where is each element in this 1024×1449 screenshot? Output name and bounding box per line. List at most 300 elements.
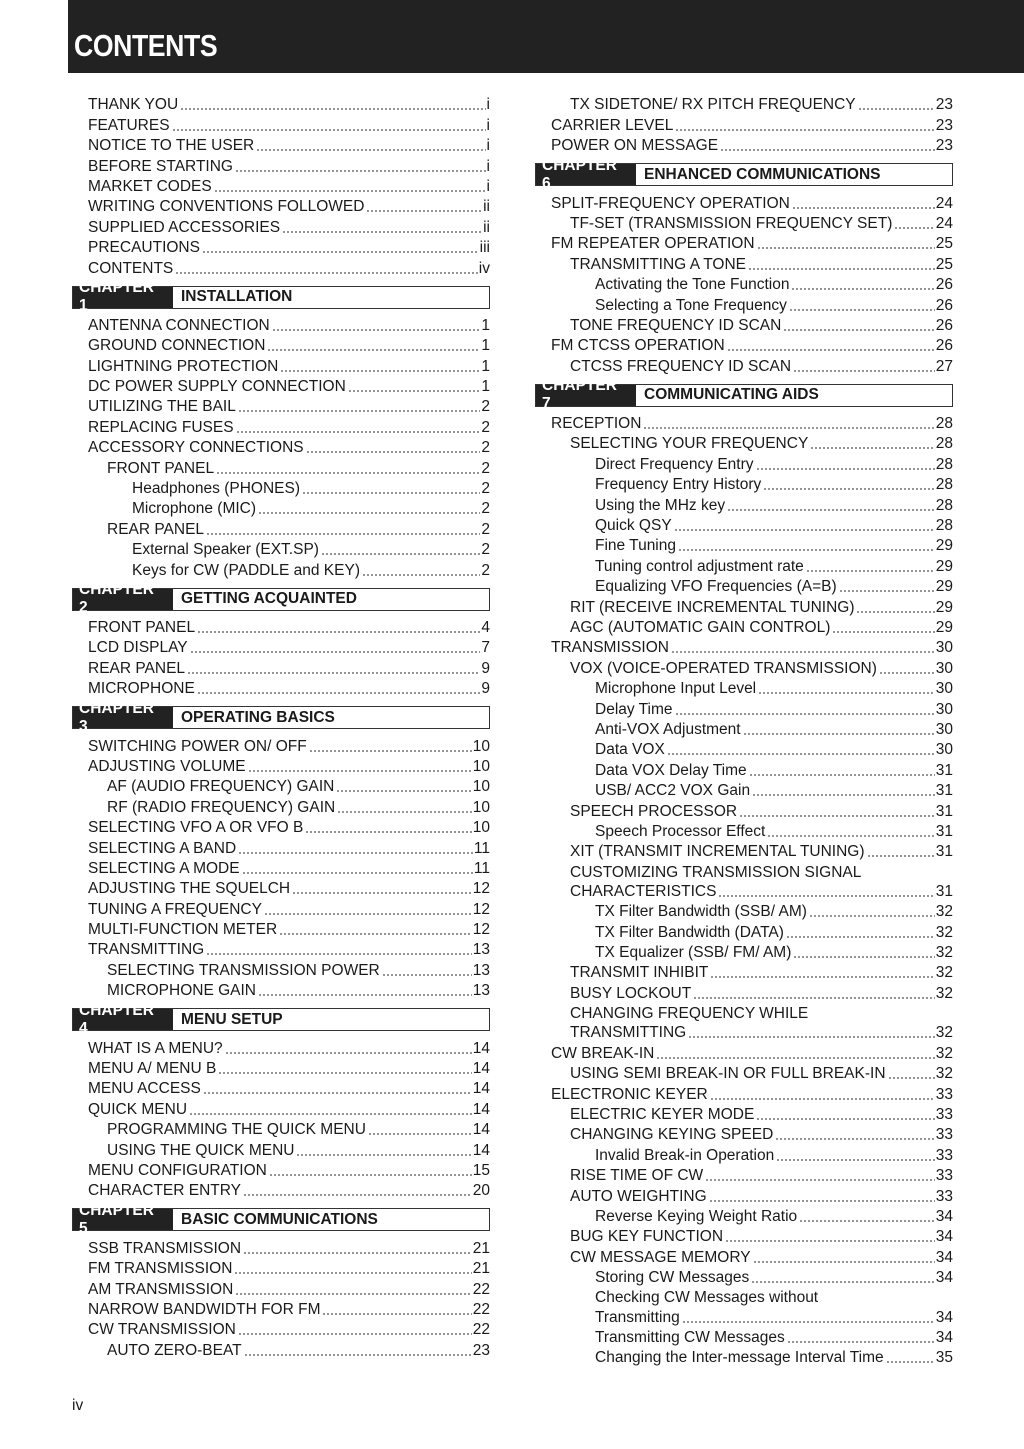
toc-entry-page: 14 <box>472 1039 490 1057</box>
toc-entry <box>535 294 953 314</box>
toc-entry-page: 4 <box>481 618 490 636</box>
dot-leader <box>180 108 485 110</box>
toc-entry-title: TRANSMITTING <box>88 941 205 959</box>
toc-entry-page: 28 <box>935 455 953 473</box>
chapter-heading <box>72 581 490 617</box>
toc-entry-page: 29 <box>935 578 953 596</box>
toc-entry <box>72 498 490 518</box>
toc-entry-title: CONTENTS <box>88 259 174 277</box>
toc-entry <box>72 335 490 355</box>
dot-leader <box>382 974 472 976</box>
chapter-number: CHAPTER 5 <box>73 1209 173 1230</box>
toc-entry <box>535 213 953 233</box>
toc-entry-title: NOTICE TO THE USER <box>88 137 255 155</box>
dot-leader <box>368 1133 472 1135</box>
dot-leader <box>867 855 935 857</box>
toc-entry-title: PRECAUTIONS <box>88 239 200 257</box>
chapter-title: MENU SETUP <box>181 1010 283 1028</box>
dot-leader <box>856 611 934 613</box>
toc-entry <box>72 756 490 776</box>
toc-entry <box>72 776 490 796</box>
toc-entry-page: 30 <box>935 659 953 677</box>
dot-leader <box>243 1252 472 1254</box>
toc-entry-page: 23 <box>935 116 953 134</box>
dot-leader <box>218 1072 471 1074</box>
toc-entry <box>535 1124 953 1144</box>
dot-leader <box>280 370 480 372</box>
toc-entry-title: Invalid Break-in Operation <box>595 1146 775 1164</box>
toc-entry-title: SELECTING TRANSMISSION POWER <box>107 961 380 979</box>
dot-leader <box>269 1174 472 1176</box>
toc-entry <box>535 433 953 453</box>
toc-entry-page: 2 <box>481 500 490 518</box>
chapter-heading <box>535 377 953 413</box>
toc-entry-title: ELECTRONIC KEYER <box>551 1085 708 1103</box>
toc-entry-page: 23 <box>472 1341 490 1359</box>
toc-entry <box>535 315 953 335</box>
toc-entry-title: Speech Processor Effect <box>595 822 766 840</box>
toc-entry-title: SPEECH PROCESSOR <box>570 802 738 820</box>
dot-leader <box>264 913 472 915</box>
toc-entry-title: AUTO ZERO-BEAT <box>107 1341 242 1359</box>
toc-entry-page: 23 <box>935 96 953 114</box>
toc-entry <box>72 1098 490 1118</box>
toc-entry <box>535 233 953 253</box>
toc-entry-page: 30 <box>935 741 953 759</box>
toc-entry <box>535 453 953 473</box>
toc-entry <box>72 1139 490 1159</box>
dot-leader <box>710 1098 935 1100</box>
toc-entry-page: 2 <box>481 541 490 559</box>
toc-entry-title: RECEPTION <box>551 415 642 433</box>
toc-entry-page: 31 <box>935 843 953 861</box>
toc-entry-title: REAR PANEL <box>88 659 186 677</box>
chapter-number: CHAPTER 2 <box>73 589 173 610</box>
toc-entry <box>535 698 953 718</box>
toc-entry-title: CW TRANSMISSION <box>88 1321 236 1339</box>
toc-entry-page: 10 <box>472 778 490 796</box>
toc-entry <box>535 841 953 861</box>
toc-entry-page: 24 <box>935 214 953 232</box>
dot-leader <box>206 953 472 955</box>
dot-leader <box>688 1036 935 1038</box>
toc-entry <box>535 1144 953 1164</box>
toc-entry <box>535 1226 953 1246</box>
toc-entry <box>72 1037 490 1057</box>
toc-entry-page: 33 <box>935 1105 953 1123</box>
dot-leader <box>216 472 480 474</box>
toc-entry <box>72 1278 490 1298</box>
toc-entry-title: Fine Tuning <box>595 537 676 555</box>
toc-entry-title: TONE FREQUENCY ID SCAN <box>570 316 782 334</box>
toc-entry <box>72 559 490 579</box>
toc-entry <box>535 800 953 820</box>
dot-leader <box>656 1057 934 1059</box>
toc-entry-page: i <box>486 96 490 114</box>
toc-entry-page: 33 <box>935 1187 953 1205</box>
dot-leader <box>767 835 934 837</box>
dot-leader <box>809 915 935 917</box>
toc-entry-title: Selecting a Tone Frequency <box>595 296 787 314</box>
toc-entry-title: FEATURES <box>88 116 170 134</box>
toc-entry <box>72 1160 490 1180</box>
toc-entry-title: FRONT PANEL <box>107 459 215 477</box>
toc-entry-page: 28 <box>935 415 953 433</box>
toc-entry <box>72 959 490 979</box>
toc-entry <box>535 759 953 779</box>
dot-leader <box>720 149 935 151</box>
toc-entry-title: LCD DISPLAY <box>88 639 188 657</box>
toc-entry <box>72 878 490 898</box>
dot-leader <box>749 774 935 776</box>
dot-leader <box>306 451 481 453</box>
chapter-number: CHAPTER 1 <box>73 287 173 308</box>
dot-leader <box>667 753 935 755</box>
dot-leader <box>671 651 935 653</box>
dot-leader <box>206 533 480 535</box>
toc-entry <box>535 780 953 800</box>
toc-entry-title: SELECTING A MODE <box>88 859 240 877</box>
dot-leader <box>776 1159 935 1161</box>
toc-entry-page: 14 <box>472 1060 490 1078</box>
toc-entry <box>72 315 490 335</box>
toc-entry-title: SPLIT-FREQUENCY OPERATION <box>551 194 790 212</box>
dot-leader <box>743 733 935 735</box>
toc-entry-title: TX Equalizer (SSB/ FM/ AM) <box>595 944 792 962</box>
chapter-heading <box>72 1001 490 1037</box>
dot-leader <box>792 207 935 209</box>
dot-leader <box>279 933 472 935</box>
dot-leader <box>793 370 935 372</box>
toc-entry-title: MICROPHONE <box>88 680 195 698</box>
dot-leader <box>175 272 478 274</box>
toc-entry-page: 34 <box>935 1269 953 1287</box>
dot-leader <box>225 1052 472 1054</box>
toc-entry-page: 7 <box>481 639 490 657</box>
toc-entry-page: i <box>486 157 490 175</box>
toc-entry-title: MENU A/ MENU B <box>88 1060 217 1078</box>
toc-entry <box>72 457 490 477</box>
dot-leader <box>675 713 935 715</box>
toc-entry-page: 33 <box>935 1085 953 1103</box>
toc-entry-title: TX Filter Bandwidth (DATA) <box>595 923 784 941</box>
dot-leader <box>235 170 486 172</box>
toc-entry <box>72 1119 490 1139</box>
dot-leader <box>309 750 472 752</box>
page-header <box>68 0 1024 73</box>
toc-entry-title: VOX (VOICE-OPERATED TRANSMISSION) <box>570 659 877 677</box>
toc-entry <box>72 837 490 857</box>
toc-entry-title: TRANSMITTING A TONE <box>570 255 746 273</box>
dot-leader <box>888 1077 935 1079</box>
toc-entry <box>72 396 490 416</box>
dot-leader <box>832 631 934 633</box>
dot-leader <box>238 410 481 412</box>
dot-leader <box>366 210 482 212</box>
toc-entry <box>535 1206 953 1226</box>
toc-entry-title: Quick QSY <box>595 517 672 535</box>
page-number: iv <box>72 1397 84 1414</box>
toc-entry-title: TX SIDETONE/ RX PITCH FREQUENCY <box>570 96 856 114</box>
dot-leader <box>337 811 472 813</box>
dot-leader <box>727 509 935 511</box>
dot-leader <box>282 231 482 233</box>
toc-entry-title: TRANSMIT INHIBIT <box>570 964 709 982</box>
toc-entry-page: 2 <box>481 439 490 457</box>
toc-entry-title: CUSTOMIZING TRANSMISSION SIGNAL <box>570 863 862 881</box>
toc-entry-title: CHANGING KEYING SPEED <box>570 1126 774 1144</box>
dot-leader <box>758 692 935 694</box>
dot-leader <box>786 936 935 938</box>
toc-entry <box>535 94 953 114</box>
toc-entry-page: 33 <box>935 1146 953 1164</box>
dot-leader <box>234 1272 471 1274</box>
toc-entry <box>535 719 953 739</box>
toc-entry-page: 24 <box>935 194 953 212</box>
chapter-heading <box>535 156 953 192</box>
toc-entry <box>535 739 953 759</box>
toc-entry-title: RF (RADIO FREQUENCY) GAIN <box>107 798 336 816</box>
toc-entry-page: 12 <box>472 900 490 918</box>
toc-entry-page: 2 <box>481 480 490 498</box>
toc-entry-title: TF-SET (TRANSMISSION FREQUENCY SET) <box>570 214 893 232</box>
toc-entry <box>72 1339 490 1359</box>
toc-entry-title: Microphone (MIC) <box>132 500 257 518</box>
toc-entry-title: SUPPLIED ACCESSORIES <box>88 218 281 236</box>
toc-entry-page: 28 <box>935 435 953 453</box>
toc-entry <box>535 942 953 962</box>
toc-entry-page: 22 <box>472 1300 490 1318</box>
dot-leader <box>203 1092 472 1094</box>
toc-entry-title: RIT (RECEIVE INCREMENTAL TUNING) <box>570 598 855 616</box>
dot-leader <box>243 1194 472 1196</box>
dot-leader <box>710 976 934 978</box>
toc-entry-title: NARROW BANDWIDTH FOR FM <box>88 1300 321 1318</box>
toc-entry-page: 30 <box>935 720 953 738</box>
toc-entry <box>72 416 490 436</box>
toc-entry-page: 29 <box>935 598 953 616</box>
toc-entry-page: iv <box>478 259 490 277</box>
toc-entry-page: 2 <box>481 561 490 579</box>
toc-entry-heading <box>535 1287 953 1307</box>
toc-entry-page: 13 <box>472 941 490 959</box>
toc-entry-page: 34 <box>935 1329 953 1347</box>
toc-entry-page: i <box>486 137 490 155</box>
toc-entry-page: 14 <box>472 1121 490 1139</box>
toc-entry <box>72 114 490 134</box>
toc-entry-page: 23 <box>935 137 953 155</box>
dot-leader <box>756 468 935 470</box>
toc-entry <box>535 576 953 596</box>
toc-entry <box>535 135 953 155</box>
toc-entry-page: 14 <box>472 1100 490 1118</box>
dot-leader <box>756 1118 934 1120</box>
toc-entry <box>535 114 953 134</box>
toc-entry <box>72 617 490 637</box>
dot-leader <box>725 1240 935 1242</box>
toc-left-column <box>72 94 490 1360</box>
toc-entry-title: Activating the Tone Function <box>595 276 790 294</box>
toc-entry <box>72 437 490 457</box>
dot-leader <box>789 309 935 311</box>
dot-leader <box>753 1261 935 1263</box>
toc-entry <box>72 216 490 236</box>
toc-entry-page: 25 <box>935 235 953 253</box>
toc-entry <box>535 678 953 698</box>
toc-entry <box>72 539 490 559</box>
toc-entry-title: Data VOX <box>595 741 665 759</box>
chapter-heading <box>72 1201 490 1237</box>
dot-leader <box>321 553 480 555</box>
chapter-number: CHAPTER 4 <box>73 1009 173 1030</box>
toc-entry-page: 26 <box>935 316 953 334</box>
toc-entry-page: 21 <box>472 1260 490 1278</box>
dot-leader <box>757 247 935 249</box>
toc-entry-page: 31 <box>935 761 953 779</box>
toc-entry <box>72 237 490 257</box>
dot-leader <box>674 529 935 531</box>
toc-entry-title: CHARACTER ENTRY <box>88 1182 242 1200</box>
toc-entry-title: Microphone Input Level <box>595 680 757 698</box>
toc-entry <box>72 657 490 677</box>
toc-entry <box>535 982 953 1002</box>
toc-entry-page: 29 <box>935 618 953 636</box>
toc-entry-page: 10 <box>472 757 490 775</box>
toc-entry-page: ii <box>483 218 490 236</box>
toc-entry-title: Storing CW Messages <box>595 1269 750 1287</box>
toc-entry-page: 10 <box>472 798 490 816</box>
toc-entry-page: 12 <box>472 880 490 898</box>
toc-entry <box>535 1104 953 1124</box>
toc-entry-title: TX Filter Bandwidth (SSB/ AM) <box>595 903 807 921</box>
toc-entry-page: 34 <box>935 1248 953 1266</box>
toc-entry-page: 29 <box>935 537 953 555</box>
toc-entry-title: BUG KEY FUNCTION <box>570 1228 724 1246</box>
toc-entry <box>72 176 490 196</box>
toc-entry-page: 31 <box>935 802 953 820</box>
dot-leader <box>793 956 934 958</box>
toc-entry-title: MICROPHONE GAIN <box>107 982 256 1000</box>
toc-entry <box>535 1023 953 1042</box>
toc-entry-page: 21 <box>472 1239 490 1257</box>
toc-entry-title: USING SEMI BREAK-IN OR FULL BREAK-IN <box>570 1065 886 1083</box>
dot-leader <box>267 349 480 351</box>
toc-entry <box>72 1319 490 1339</box>
toc-entry-page: iii <box>479 239 490 257</box>
toc-entry-title: WHAT IS A MENU? <box>88 1039 223 1057</box>
toc-entry-title: FM TRANSMISSION <box>88 1260 233 1278</box>
toc-entry-title: AM TRANSMISSION <box>88 1280 234 1298</box>
toc-entry <box>535 962 953 982</box>
toc-entry-title: CW MESSAGE MEMORY <box>570 1248 751 1266</box>
toc-entry-title: TRANSMITTING <box>570 1024 687 1042</box>
toc-entry-page: 22 <box>472 1321 490 1339</box>
toc-entry-title: XIT (TRANSMIT INCREMENTAL TUNING) <box>570 843 865 861</box>
toc-entry-title: FRONT PANEL <box>88 618 196 636</box>
toc-entry <box>535 1063 953 1083</box>
toc-entry <box>72 518 490 538</box>
dot-leader <box>643 427 934 429</box>
toc-entry-page: 2 <box>481 459 490 477</box>
toc-entry-page: 9 <box>481 659 490 677</box>
toc-entry-page: 28 <box>935 476 953 494</box>
toc-entry-title: FM REPEATER OPERATION <box>551 235 755 253</box>
toc-entry-title: UTILIZING THE BAIL <box>88 398 236 416</box>
dot-leader <box>791 288 934 290</box>
toc-entry-page: 13 <box>472 982 490 1000</box>
toc-entry <box>72 858 490 878</box>
dot-leader <box>362 574 480 576</box>
dot-leader <box>752 794 935 796</box>
toc-entry-page: 34 <box>935 1308 953 1326</box>
toc-entry-page: 15 <box>472 1161 490 1179</box>
toc-entry <box>72 135 490 155</box>
toc-entry-title: THANK YOU <box>88 96 179 114</box>
toc-entry-page: 31 <box>935 822 953 840</box>
toc-entry-title: MENU ACCESS <box>88 1080 201 1098</box>
toc-entry <box>535 617 953 637</box>
toc-entry-title: Data VOX Delay Time <box>595 761 747 779</box>
dot-leader <box>256 149 485 151</box>
toc-entry-title: ACCESSORY CONNECTIONS <box>88 439 304 457</box>
toc-entry-page: 13 <box>472 961 490 979</box>
toc-entry <box>535 637 953 657</box>
dot-leader <box>810 447 934 449</box>
toc-entry-title: REPLACING FUSES <box>88 418 234 436</box>
toc-entry <box>72 376 490 396</box>
toc-entry-page: 32 <box>935 923 953 941</box>
toc-entry-page: 32 <box>935 903 953 921</box>
toc-entry-title: GROUND CONNECTION <box>88 337 266 355</box>
toc-entry <box>72 257 490 277</box>
toc-entry <box>535 901 953 921</box>
toc-entry <box>72 155 490 175</box>
dot-leader <box>709 1200 935 1202</box>
toc-entry-title: LIGHTNING PROTECTION <box>88 357 279 375</box>
toc-entry-title: Delay Time <box>595 700 673 718</box>
toc-entry-page: 33 <box>935 1167 953 1185</box>
toc-entry-title: ADJUSTING VOLUME <box>88 757 246 775</box>
toc-entry-title: CARRIER LEVEL <box>551 116 674 134</box>
toc-entry-title: Tuning control adjustment rate <box>595 557 804 575</box>
toc-entry-page: 28 <box>935 496 953 514</box>
toc-entry-page: 32 <box>935 1024 953 1042</box>
toc-right-column <box>535 94 953 1367</box>
dot-leader <box>879 672 935 674</box>
chapter-title: INSTALLATION <box>181 288 293 306</box>
chapter-title: ENHANCED COMMUNICATIONS <box>644 165 881 183</box>
toc-entry <box>535 413 953 433</box>
dot-leader <box>238 852 473 854</box>
toc-entry-title: WRITING CONVENTIONS FOLLOWED <box>88 198 365 216</box>
toc-entry-heading <box>535 1003 953 1023</box>
chapter-title: OPERATING BASICS <box>181 708 335 726</box>
toc-entry <box>535 1347 953 1367</box>
dot-leader <box>886 1361 935 1363</box>
toc-entry-page: 11 <box>473 839 490 857</box>
dot-leader <box>296 1154 471 1156</box>
toc-entry-title: MULTI-FUNCTION METER <box>88 921 278 939</box>
dot-leader <box>202 251 479 253</box>
dot-leader <box>799 1220 935 1222</box>
toc-entry-page: 2 <box>481 520 490 538</box>
toc-entry-title: FM CTCSS OPERATION <box>551 337 725 355</box>
dot-leader <box>272 329 481 331</box>
toc-entry-page: 30 <box>935 680 953 698</box>
dot-leader <box>197 692 481 694</box>
dot-leader <box>248 770 472 772</box>
dot-leader <box>214 190 486 192</box>
